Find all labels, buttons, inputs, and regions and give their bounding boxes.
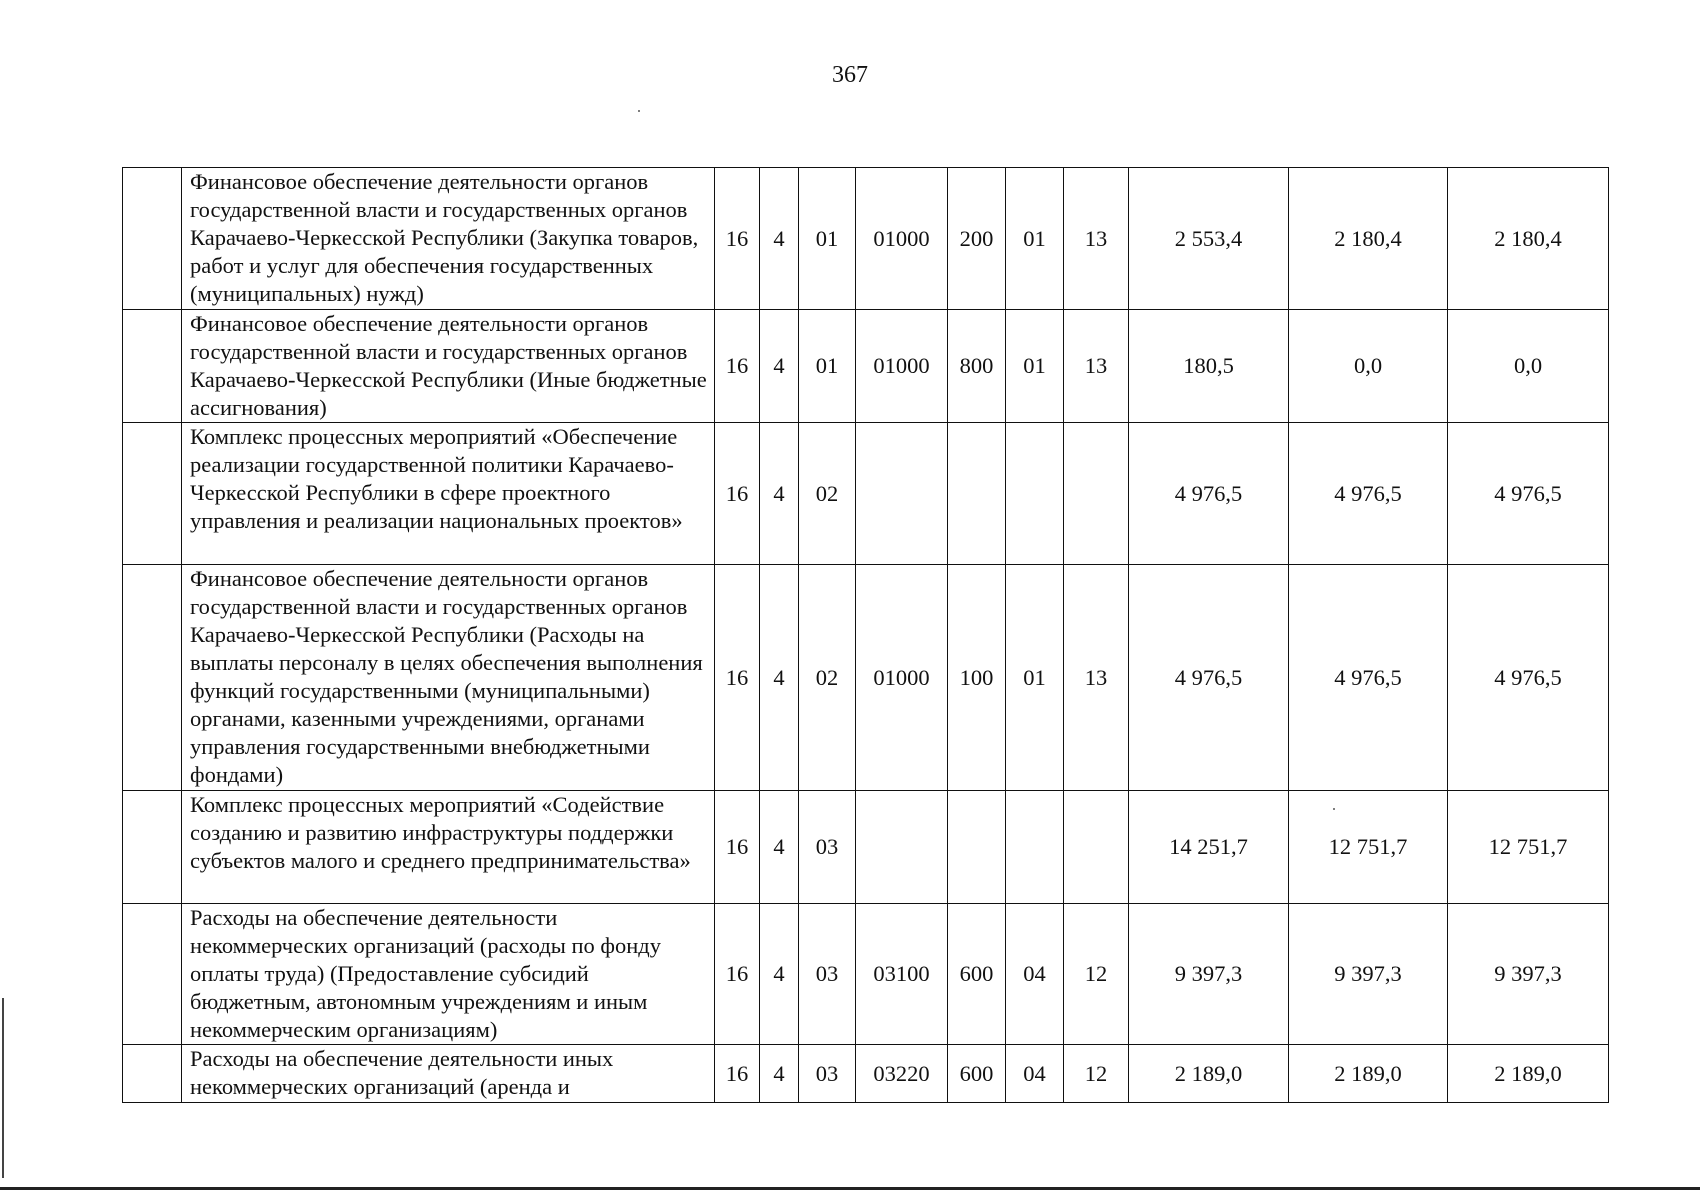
table-row [123,1045,1609,1103]
amount-cell: 2 189,0 [1448,1045,1609,1103]
amount-cell: 4 976,5 [1448,423,1609,565]
table-row [123,791,1609,904]
row-number-cell [123,310,182,423]
amount-cell: 2 189,0 [1129,1045,1289,1103]
expense-name-cell: Финансовое обеспечение деятельности органов государственной власти и государственных органов Карачаево-Черкесской Республики (Закупка товаров, работ и услуг для обеспечения государственных (муниципальных) нужд) [182,168,715,310]
amount-cell: 2 180,4 [1289,168,1448,310]
amount-cell: 12 751,7 [1289,791,1448,904]
row-number-cell [123,423,182,565]
code-cell: 03220 [856,1045,948,1103]
code-cell: 01 [799,310,856,423]
code-cell: 03 [799,1045,856,1103]
code-cell: 01000 [856,168,948,310]
amount-cell: 9 397,3 [1448,904,1609,1045]
code-cell: 03 [799,791,856,904]
code-cell: 02 [799,565,856,791]
page-number: 367 [832,62,868,88]
table-row [123,904,1609,1045]
amount-cell: 14 251,7 [1129,791,1289,904]
code-cell [1006,423,1064,565]
row-number-cell [123,168,182,310]
table-row [123,423,1609,565]
scan-speck [638,110,640,112]
table-row [123,310,1609,423]
code-cell: 04 [1006,1045,1064,1103]
code-cell: 16 [715,423,760,565]
code-cell: 12 [1064,904,1129,1045]
scan-edge-line [2,998,4,1178]
scan-edge-line [0,1187,1700,1190]
table-row [123,565,1609,791]
code-cell [856,423,948,565]
expense-name-cell: Финансовое обеспечение деятельности органов государственной власти и государственных органов Карачаево-Черкесской Республики (Иные бюджетные ассигнования) [182,310,715,423]
code-cell: 01 [799,168,856,310]
code-cell: 12 [1064,1045,1129,1103]
code-cell [948,791,1006,904]
code-cell: 4 [760,423,799,565]
expense-name-cell: Расходы на обеспечение деятельности иных некоммерческих организаций (аренда и [182,1045,715,1103]
amount-cell: 4 976,5 [1129,423,1289,565]
code-cell: 16 [715,168,760,310]
code-cell: 600 [948,904,1006,1045]
amount-cell: 4 976,5 [1448,565,1609,791]
code-cell: 600 [948,1045,1006,1103]
code-cell: 02 [799,423,856,565]
row-number-cell [123,904,182,1045]
code-cell: 4 [760,1045,799,1103]
code-cell [1006,791,1064,904]
code-cell: 4 [760,904,799,1045]
amount-cell: 0,0 [1448,310,1609,423]
code-cell: 100 [948,565,1006,791]
amount-cell: 2 553,4 [1129,168,1289,310]
code-cell [948,423,1006,565]
amount-cell: 180,5 [1129,310,1289,423]
code-cell: 4 [760,168,799,310]
code-cell: 16 [715,565,760,791]
row-number-cell [123,791,182,904]
code-cell: 01 [1006,310,1064,423]
amount-cell: 9 397,3 [1129,904,1289,1045]
code-cell: 01000 [856,310,948,423]
code-cell: 16 [715,904,760,1045]
expense-name-cell: Комплекс процессных мероприятий «Содействие созданию и развитию инфраструктуры поддержки субъектов малого и среднего предпринимательства» [182,791,715,904]
code-cell [1064,423,1129,565]
code-cell: 4 [760,791,799,904]
amount-cell: 2 189,0 [1289,1045,1448,1103]
code-cell [856,791,948,904]
code-cell: 200 [948,168,1006,310]
expense-name-cell: Расходы на обеспечение деятельности некоммерческих организаций (расходы по фонду оплаты труда) (Предоставление субсидий бюджетным, автономным учреждениям и иным некоммерческим организациям) [182,904,715,1045]
row-number-cell [123,1045,182,1103]
code-cell: 01 [1006,565,1064,791]
amount-cell: 4 976,5 [1129,565,1289,791]
code-cell: 16 [715,791,760,904]
row-number-cell [123,565,182,791]
amount-cell: 4 976,5 [1289,565,1448,791]
code-cell: 13 [1064,310,1129,423]
code-cell: 03100 [856,904,948,1045]
amount-cell: 4 976,5 [1289,423,1448,565]
code-cell: 13 [1064,168,1129,310]
amount-cell: 2 180,4 [1448,168,1609,310]
code-cell: 4 [760,310,799,423]
code-cell: 800 [948,310,1006,423]
code-cell: 16 [715,1045,760,1103]
expense-name-cell: Комплекс процессных мероприятий «Обеспечение реализации государственной политики Карачаево-Черкесской Республики в сфере проектного управления и реализации национальных проектов» [182,423,715,565]
expense-name-cell: Финансовое обеспечение деятельности органов государственной власти и государственных органов Карачаево-Черкесской Республики (Расходы на выплаты персоналу в целях обеспечения выполнения функций государственными (муниципальными) органами, казенными учреждениями, органами управления государственными внебюджетными фондами) [182,565,715,791]
code-cell: 04 [1006,904,1064,1045]
code-cell: 03 [799,904,856,1045]
code-cell [1064,791,1129,904]
code-cell: 13 [1064,565,1129,791]
code-cell: 16 [715,310,760,423]
code-cell: 01000 [856,565,948,791]
budget-table [122,167,1609,1103]
amount-cell: 9 397,3 [1289,904,1448,1045]
code-cell: 01 [1006,168,1064,310]
code-cell: 4 [760,565,799,791]
table-row [123,168,1609,310]
amount-cell: 12 751,7 [1448,791,1609,904]
amount-cell: 0,0 [1289,310,1448,423]
